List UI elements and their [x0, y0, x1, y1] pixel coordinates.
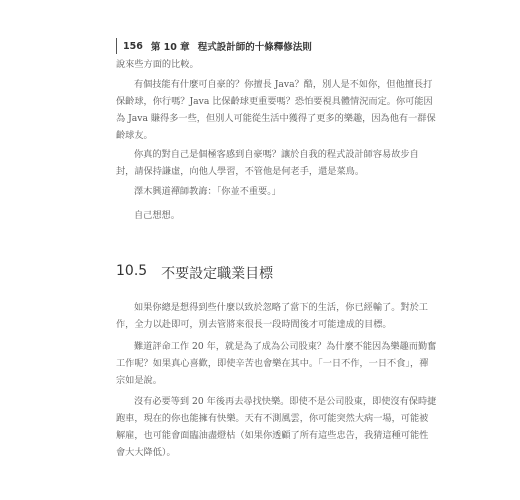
paragraph	[116, 299, 428, 333]
text-line: 難道評命工作 20 年，就是為了成為公司股東？為什麼不能因為樂趣而勤奮	[134, 341, 437, 352]
text-line: 有個技能有什麼可自豪的？你擅長 Java？酷，別人是不如你，但他擅長打	[134, 79, 433, 90]
page-number: 156	[123, 40, 143, 52]
text-line: 跑車，現在的你也能擁有快樂。天有不測風雲，你可能突然大病一場，可能被	[116, 413, 429, 424]
text-line: 工作呢？如果真心喜歡，即使辛苦也會樂在其中。「一日不作，一日不食」，禪	[116, 358, 429, 369]
paragraph	[116, 56, 406, 73]
section-number: 10.5	[116, 263, 148, 279]
text-line: 說來些方面的比較。	[116, 59, 199, 70]
text-line: 你真的對自己是個極客感到自豪嗎？讓於自我的程式設計師容易故步自	[134, 149, 419, 160]
text-line: 自己想想。	[134, 210, 180, 221]
text-line: 保齡球，你行嗎？Java 比保齡球更重要嗎？恐怕要視具體情況而定。你可能因	[116, 96, 433, 107]
paragraph	[116, 393, 437, 461]
chapter-label: 第 10 章	[150, 42, 190, 53]
running-header	[116, 38, 443, 54]
paragraph	[116, 183, 406, 200]
section-title: 不要設定職業目標	[161, 266, 274, 282]
quote-line: 澤木興道禪師教誨：「你並不重要。」	[134, 186, 281, 197]
paragraph	[116, 146, 419, 180]
text-line: 齡球友。	[116, 130, 153, 141]
paragraph	[116, 207, 406, 224]
paragraph	[116, 76, 436, 144]
chapter-title: 程式設計師的十條釋修法則	[197, 42, 312, 53]
text-line: 會大大降低）。	[116, 447, 176, 458]
text-line: 封，請保持謙虛，向他人學習，不管他是何老手，還是菜鳥。	[116, 166, 365, 177]
paragraph	[116, 338, 437, 389]
text-line: 如果你總是想得到些什麼以致於忽略了當下的生活，你已經輸了。對於工	[134, 302, 428, 313]
text-line: 為 Java 賺得多一些，但別人可能從生活中獲得了更多的樂趣，因為他有一群保	[116, 113, 436, 124]
text-line: 作，全力以赴即可，別去管將來很長一段時間後才可能達成的目標。	[116, 319, 392, 330]
text-line: 解雇，也可能會面臨油盡燈枯（如果你透顧了所有這些忠告，我猜這種可能性	[116, 430, 429, 441]
text-line: 沒有必要等到 20 年後再去尋找快樂。即使不是公司股東，即使沒有保時捷	[134, 396, 437, 407]
text-line: 宗如是說。	[116, 375, 162, 386]
section-heading	[116, 263, 273, 283]
